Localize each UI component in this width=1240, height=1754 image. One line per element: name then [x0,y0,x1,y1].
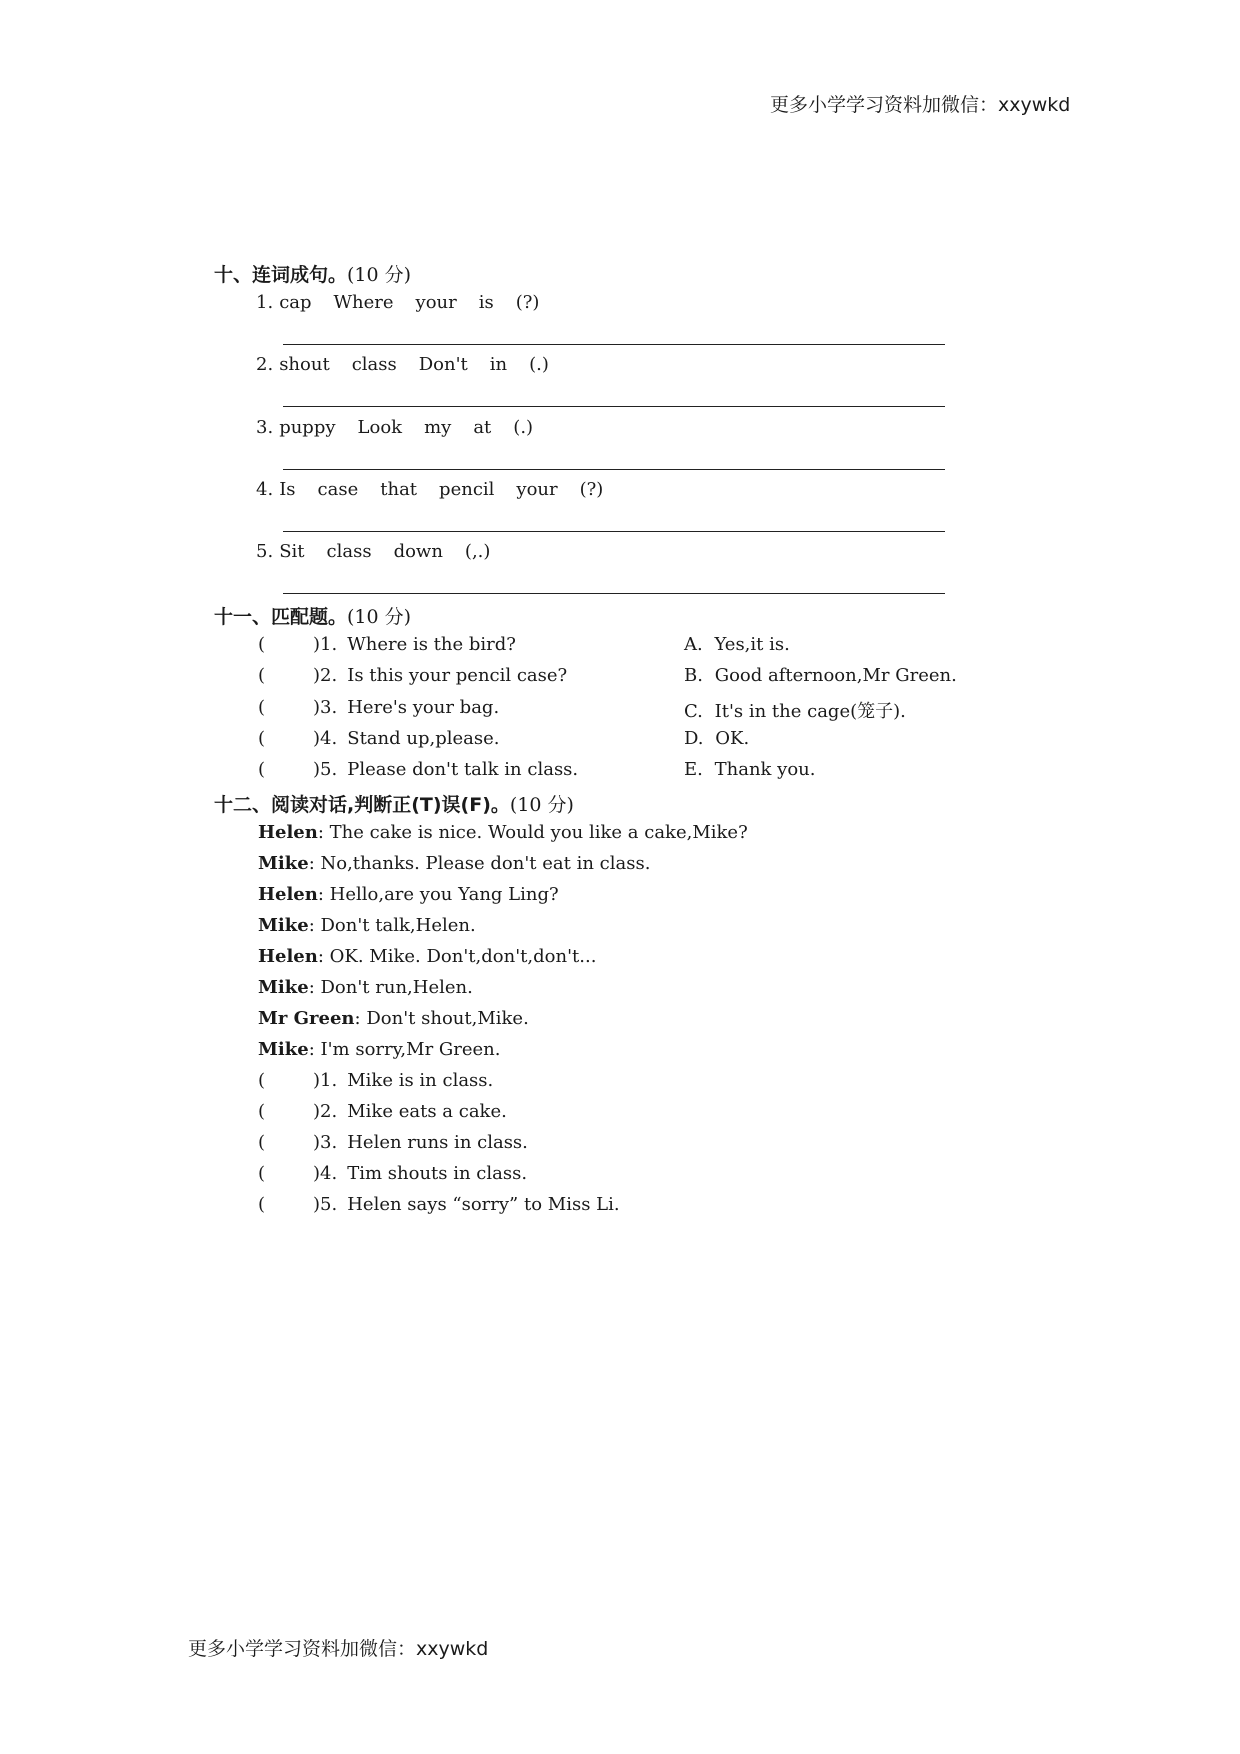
tf-statement-3 [258,1132,528,1153]
answer-letter: C. [684,701,703,722]
word: at [473,417,492,438]
utterance: Hello,are you Yang Ling? [329,884,559,905]
speaker-colon: : [317,946,324,967]
section-12-heading [214,790,574,817]
match-answer-c [684,697,906,723]
statement-text: Helen says “sorry” to Miss Li. [347,1194,620,1215]
answer-blank-close: )5. [313,759,338,780]
item-number: 1. [256,292,274,313]
answer-blank-open[interactable]: ( [258,728,266,749]
section-11-points: (10 分) [347,606,412,628]
utterance: OK. Mike. Don't,don't,don't... [329,946,597,967]
word: shout [279,354,330,375]
match-question-4 [258,728,499,749]
answer-text: Good afternoon,Mr Green. [714,665,957,686]
reorder-item-2 [256,354,571,375]
answer-blank-open[interactable]: ( [258,1101,266,1122]
speaker-colon: : [308,853,315,874]
answer-blank-open[interactable]: ( [258,1132,266,1153]
statement-text: Mike eats a cake. [347,1101,507,1122]
dialogue-line-4 [258,915,476,936]
question-text: Stand up,please. [347,728,500,749]
item-number: 4. [256,479,274,500]
word: my [424,417,452,438]
speaker: Helen [258,884,318,905]
answer-blank-close: )5. [313,1194,338,1215]
answer-letter: D. [684,728,704,749]
word: puppy [279,417,336,438]
word: Look [357,417,403,438]
reorder-item-4 [256,479,625,500]
speaker-colon: : [317,822,324,843]
answer-blank-open[interactable]: ( [258,1163,266,1184]
reorder-item-5 [256,541,512,562]
answer-blank-close: )1. [313,634,338,655]
tf-statement-5 [258,1194,620,1215]
word: in [489,354,508,375]
answer-blank-open[interactable]: ( [258,697,266,718]
dialogue-line-6 [258,977,473,998]
match-answer-a [684,634,790,655]
utterance: I'm sorry,Mr Green. [320,1039,501,1060]
dialogue-line-7 [258,1008,529,1029]
section-10-title: 十、连词成句。 [214,264,348,286]
answer-blank-close: )1. [313,1070,338,1091]
section-11-heading [214,602,411,629]
punctuation-hint: (?) [515,292,540,313]
utterance: Don't shout,Mike. [366,1008,529,1029]
word: pencil [439,479,495,500]
dialogue-line-5 [258,946,596,967]
word: your [516,479,558,500]
speaker: Mike [258,915,309,936]
match-answer-d [684,728,749,749]
speaker: Helen [258,822,318,843]
section-12-title: 十二、阅读对话,判断正(T)误(F)。 [214,794,510,816]
item-number: 3. [256,417,274,438]
word: cap [279,292,312,313]
punctuation-hint: (,.) [464,541,491,562]
word: down [393,541,443,562]
question-text: Where is the bird? [347,634,516,655]
item-number: 5. [256,541,274,562]
utterance: Don't talk,Helen. [320,915,476,936]
answer-blank-close: )3. [313,697,338,718]
reorder-item-3 [256,417,555,438]
speaker-colon: : [317,884,324,905]
dialogue-line-8 [258,1039,501,1060]
match-question-1 [258,634,516,655]
speaker: Mike [258,853,309,874]
answer-line-3[interactable] [283,469,945,470]
statement-text: Tim shouts in class. [347,1163,528,1184]
tf-statement-1 [258,1070,493,1091]
section-10-heading [214,260,411,287]
reorder-item-1 [256,292,561,313]
question-text: Is this your pencil case? [347,665,568,686]
tf-statement-4 [258,1163,527,1184]
match-question-3 [258,697,499,718]
answer-text: OK. [715,728,750,749]
punctuation-hint: (.) [529,354,549,375]
statement-text: Helen runs in class. [347,1132,528,1153]
statement-text: Mike is in class. [347,1070,494,1091]
answer-line-5[interactable] [283,593,945,594]
word: Is [279,479,296,500]
section-11-title: 十一、匹配题。 [214,606,348,628]
speaker: Mr Green [258,1008,355,1029]
answer-letter: A. [684,634,703,655]
answer-text: Yes,it is. [714,634,790,655]
answer-line-4[interactable] [283,531,945,532]
answer-blank-open[interactable]: ( [258,634,266,655]
speaker: Helen [258,946,318,967]
answer-blank-open[interactable]: ( [258,1194,266,1215]
section-12-points: (10 分) [509,794,574,816]
answer-blank-close: )4. [313,1163,338,1184]
speaker-colon: : [308,1039,315,1060]
speaker: Mike [258,977,309,998]
answer-blank-close: )2. [313,1101,338,1122]
dialogue-line-3 [258,884,559,905]
answer-letter: B. [684,665,703,686]
question-text: Please don't talk in class. [347,759,579,780]
match-answer-b [684,665,957,686]
word: Don't [418,354,468,375]
word: case [317,479,359,500]
answer-text: It's in the cage(笼子). [714,701,906,722]
word: is [478,292,494,313]
punctuation-hint: (?) [579,479,604,500]
answer-blank-open[interactable]: ( [258,1070,266,1091]
word: Where [333,292,394,313]
speaker: Mike [258,1039,309,1060]
answer-letter: E. [684,759,703,780]
word: class [351,354,397,375]
answer-blank-close: )3. [313,1132,338,1153]
question-text: Here's your bag. [347,697,500,718]
punctuation-hint: (.) [513,417,534,438]
answer-text: Thank you. [714,759,816,780]
dialogue-line-2 [258,853,650,874]
word: class [326,541,372,562]
speaker-colon: : [308,977,315,998]
answer-blank-close: )2. [313,665,338,686]
utterance: No,thanks. Please don't eat in class. [320,853,651,874]
speaker-colon: : [354,1008,361,1029]
answer-line-2[interactable] [283,406,945,407]
utterance: Don't run,Helen. [320,977,473,998]
speaker-colon: : [308,915,315,936]
item-number: 2. [256,354,274,375]
utterance: The cake is nice. Would you like a cake,Mike? [329,822,748,843]
answer-blank-open[interactable]: ( [258,665,266,686]
answer-line-1[interactable] [283,344,945,345]
answer-blank-close: )4. [313,728,338,749]
match-question-5 [258,759,578,780]
section-10-points: (10 分) [347,264,412,286]
watermark-top: 更多小学学习资料加微信：xxywkd [770,94,1071,116]
match-question-2 [258,665,567,686]
word: your [415,292,457,313]
dialogue-line-1 [258,822,748,843]
watermark-bottom: 更多小学学习资料加微信：xxywkd [188,1638,489,1660]
word: Sit [279,541,305,562]
answer-blank-open[interactable]: ( [258,759,266,780]
tf-statement-2 [258,1101,507,1122]
match-answer-e [684,759,815,780]
word: that [380,479,418,500]
